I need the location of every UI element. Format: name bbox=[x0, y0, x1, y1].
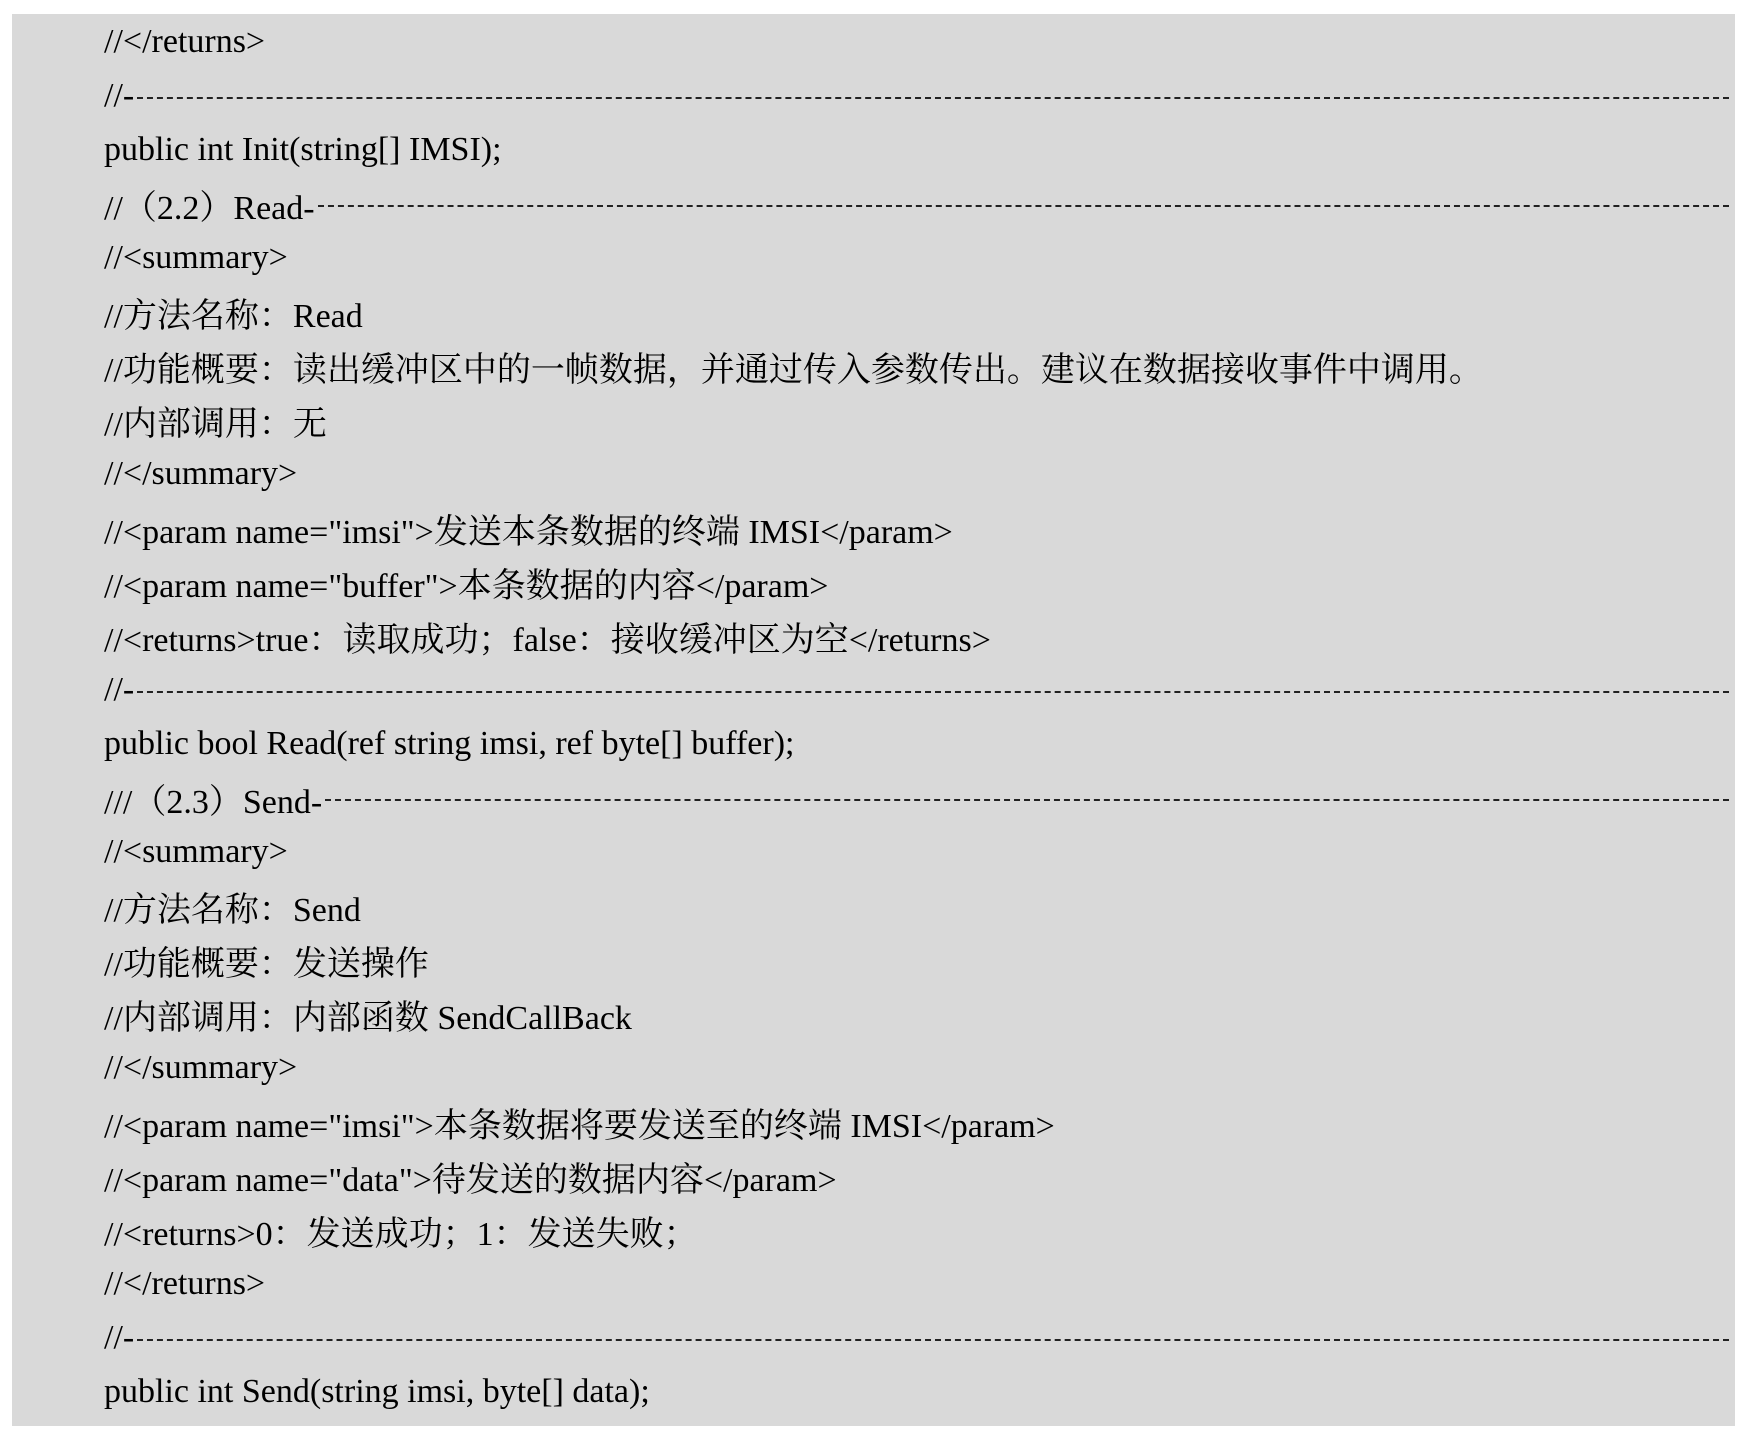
code-line bbox=[104, 123, 1735, 177]
code-text: //功能概要：读出缓冲区中的一帧数据，并通过传入参数传出。建议在数据接收事件中调用。 bbox=[104, 351, 1483, 389]
code-text: public int Init(string[] IMSI); bbox=[104, 131, 502, 168]
code-text: //- bbox=[104, 1319, 135, 1356]
code-line bbox=[104, 1149, 1735, 1203]
code-line bbox=[104, 987, 1735, 1041]
code-text: //- bbox=[104, 77, 135, 114]
code-line bbox=[104, 879, 1735, 933]
code-line bbox=[104, 609, 1735, 663]
code-text: //内部调用：无 bbox=[104, 405, 327, 443]
code-line bbox=[104, 771, 1735, 825]
code-text: //<returns>true：读取成功；false：接收缓冲区为空</returns> bbox=[104, 621, 991, 659]
code-text: //<param name="imsi">发送本条数据的终端 IMSI</param> bbox=[104, 513, 953, 551]
code-text: public bool Read(ref string imsi, ref byte[] buffer); bbox=[104, 725, 795, 762]
code-line bbox=[104, 447, 1735, 501]
code-line bbox=[104, 1041, 1735, 1095]
code-line bbox=[104, 717, 1735, 771]
code-text: //<summary> bbox=[104, 833, 288, 870]
code-text: //<param name="buffer">本条数据的内容</param> bbox=[104, 567, 829, 605]
code-text: //- bbox=[104, 671, 135, 708]
code-line bbox=[104, 177, 1735, 231]
code-line bbox=[104, 501, 1735, 555]
code-line bbox=[104, 393, 1735, 447]
code-text: //<param name="imsi">本条数据将要发送至的终端 IMSI</param> bbox=[104, 1107, 1055, 1145]
code-line bbox=[104, 285, 1735, 339]
code-text: //方法名称：Send bbox=[104, 891, 361, 929]
code-line bbox=[104, 933, 1735, 987]
code-line bbox=[104, 15, 1735, 69]
code-listing bbox=[12, 14, 1735, 1426]
code-text: //内部调用：内部函数 SendCallBack bbox=[104, 999, 632, 1037]
code-line bbox=[104, 231, 1735, 285]
code-line bbox=[104, 825, 1735, 879]
code-text: //<summary> bbox=[104, 239, 288, 276]
code-text: //（2.2）Read- bbox=[104, 189, 315, 227]
code-line bbox=[104, 69, 1735, 123]
code-text: //</returns> bbox=[104, 23, 266, 60]
code-text: //</returns> bbox=[104, 1265, 266, 1302]
code-line bbox=[104, 1311, 1735, 1365]
code-text: //<param name="data">待发送的数据内容</param> bbox=[104, 1161, 837, 1199]
code-text: public int Send(string imsi, byte[] data); bbox=[104, 1373, 650, 1410]
code-text: //功能概要：发送操作 bbox=[104, 945, 429, 983]
code-text: //</summary> bbox=[104, 1049, 298, 1086]
code-line bbox=[104, 1203, 1735, 1257]
code-line bbox=[104, 1257, 1735, 1311]
code-line bbox=[104, 1095, 1735, 1149]
code-line bbox=[104, 1365, 1735, 1419]
code-text: ///（2.3）Send- bbox=[104, 783, 323, 821]
code-text: //<returns>0：发送成功；1：发送失败； bbox=[104, 1215, 698, 1253]
code-text: //</summary> bbox=[104, 455, 298, 492]
code-line bbox=[104, 663, 1735, 717]
code-text: //方法名称：Read bbox=[104, 297, 363, 335]
code-line bbox=[104, 555, 1735, 609]
code-line bbox=[104, 339, 1735, 393]
